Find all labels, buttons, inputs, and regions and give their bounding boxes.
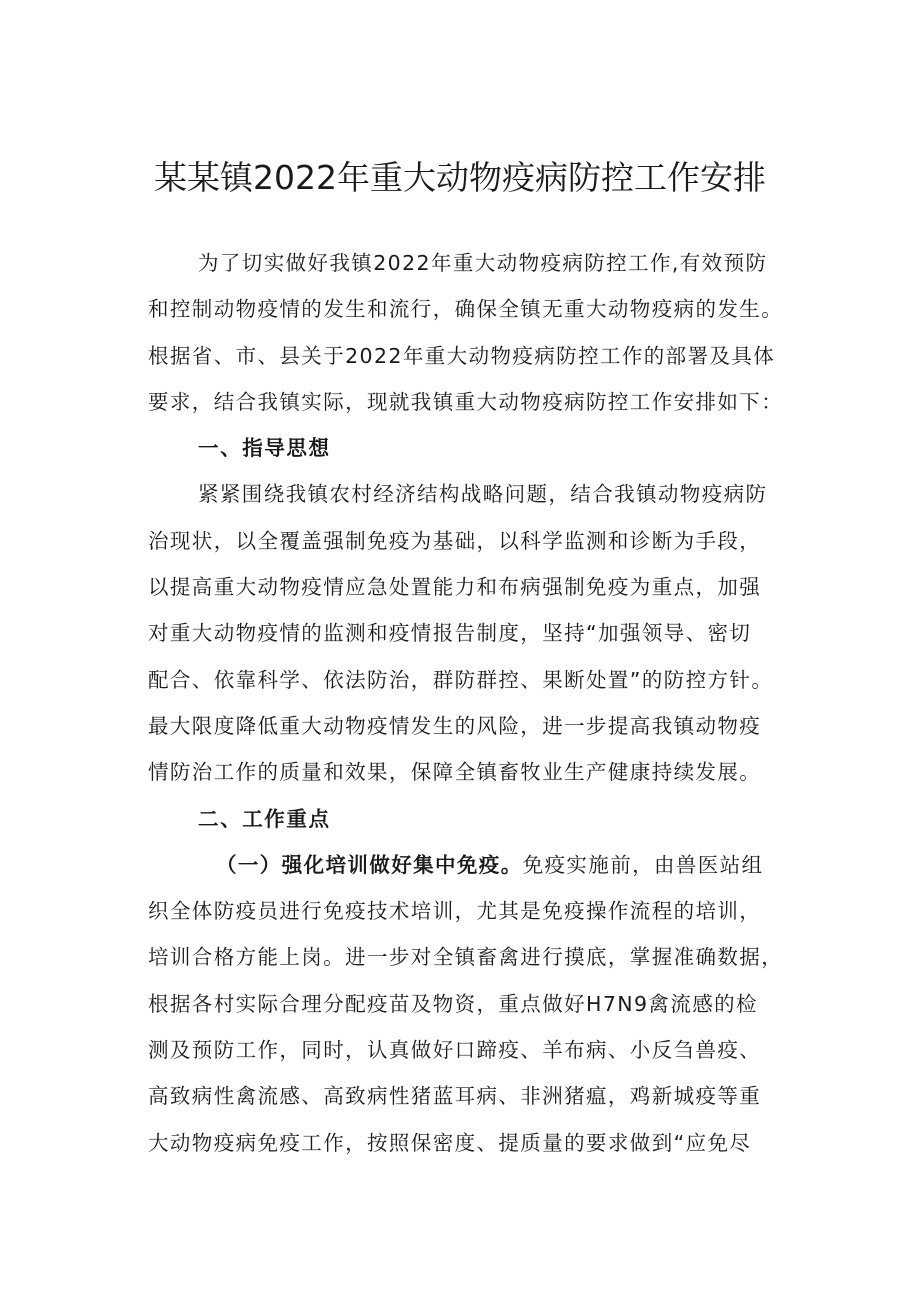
item1-first-line [148,842,808,888]
section-heading-work-focus: 二、工作重点 [198,806,331,831]
document-title: 某某镇2022年重大动物疫病防控工作安排 [154,158,766,197]
section-heading-guiding-ideology: 一、指导思想 [198,436,331,461]
intro-line: 和控制动物疫情的发生和流行，确保全镇无重大动物疫病的发生。 [148,297,784,322]
item1-lead-rest: 免疫实施前，由兽医站组 [522,852,764,877]
item1-line: 织全体防疫员进行免疫技术培训，尤其是免疫操作流程的培训， [148,899,762,924]
item1-line: 大动物疫病免疫工作，按照保密度、提质量的要求做到“应免尽 [148,1130,752,1155]
section1-line: 紧紧围绕我镇农村经济结构战略问题，结合我镇动物疫病防 [198,482,768,507]
intro-line: 根据省、市、县关于2022年重大动物疫病防控工作的部署及具体 [148,343,776,368]
section1-line: 以提高重大动物疫情应急处置能力和布病强制免疫为重点，加强 [148,575,762,600]
section1-line: 配合、依靠科学、依法防治，群防群控、果断处置”的防控方针。 [148,667,774,692]
section1-line: 情防治工作的质量和效果，保障全镇畜牧业生产健康持续发展。 [148,760,762,785]
section1-line: 治现状，以全覆盖强制免疫为基础，以科学监测和诊断为手段， [148,528,762,553]
intro-line: 为了切实做好我镇2022年重大动物疫病防控工作,有效预防 [198,251,768,275]
item1-line: 培训合格方能上岗。进一步对全镇畜禽进行摸底，掌握准确数据， [148,945,784,970]
item1-line: 高致病性禽流感、高致病性猪蓝耳病、非洲猪瘟，鸡新城疫等重 [148,1084,762,1109]
section1-line: 对重大动物疫情的监测和疫情报告制度，坚持“加强领导、密切 [148,621,752,646]
intro-line: 要求，结合我镇实际，现就我镇重大动物疫病防控工作安排如下： [148,389,784,414]
item1-line: 测及预防工作，同时，认真做好口蹄疫、羊布病、小反刍兽疫、 [148,1038,762,1063]
item1-line: 根据各村实际合理分配疫苗及物资，重点做好H7N9禽流感的检 [148,991,758,1016]
document-body [148,240,808,1166]
section1-line: 最大限度降低重大动物疫情发生的风险，进一步提高我镇动物疫 [148,713,762,738]
item1-lead-bold: （一）强化培训做好集中免疫。 [216,852,523,877]
